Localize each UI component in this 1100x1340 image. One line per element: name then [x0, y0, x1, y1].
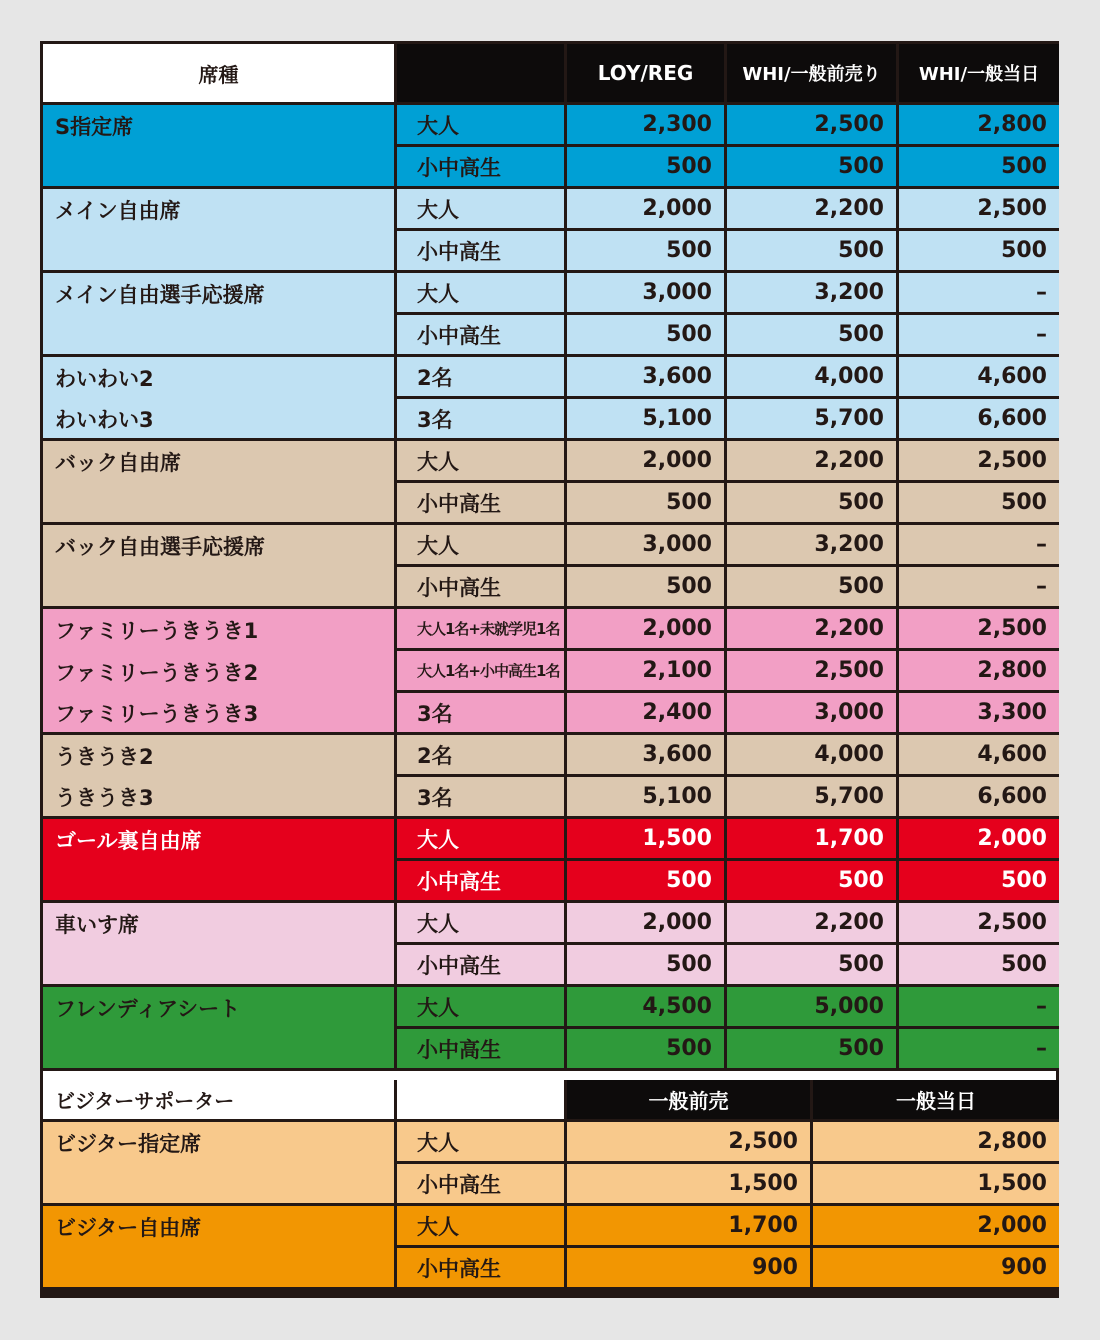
price-loy-reg: 3,600	[567, 735, 724, 774]
category-main-jiyu: メイン自由席	[43, 189, 394, 270]
price-whi-sameday: 2,500	[899, 903, 1059, 942]
ticket-type: 大人	[397, 903, 564, 942]
main-price-table	[43, 44, 1056, 1068]
price-whi-sameday: 4,600	[899, 357, 1059, 396]
price-advance: 1,500	[567, 1164, 810, 1203]
price-whi-sameday: 2,000	[899, 819, 1059, 858]
price-loy-reg: 5,100	[567, 777, 724, 816]
price-loy-reg: 2,300	[567, 105, 724, 144]
category-waiwai2: わいわい2	[43, 357, 394, 399]
price-loy-reg: 2,000	[567, 903, 724, 942]
ticket-type: 小中高生	[397, 567, 564, 606]
price-whi-advance: 500	[727, 231, 896, 270]
price-whi-advance: 5,700	[727, 399, 896, 438]
price-whi-advance: 5,700	[727, 777, 896, 816]
price-whi-sameday: 6,600	[899, 399, 1059, 438]
price-whi-advance: 5,000	[727, 987, 896, 1026]
ticket-type: 3名	[397, 777, 564, 816]
ticket-type: 3名	[397, 693, 564, 732]
ticket-type: 大人	[397, 441, 564, 480]
price-whi-sameday: 500	[899, 861, 1059, 900]
header-whi-advance: WHI/一般前売り	[727, 44, 896, 102]
category-main-ouen: メイン自由選手応援席	[43, 273, 394, 354]
price-sameday: 2,800	[813, 1122, 1059, 1161]
price-whi-sameday: 4,600	[899, 735, 1059, 774]
price-loy-reg: 500	[567, 483, 724, 522]
price-loy-reg: 500	[567, 861, 724, 900]
price-whi-advance: 2,200	[727, 609, 896, 648]
price-whi-advance: 2,500	[727, 651, 896, 690]
category-friendia: フレンディアシート	[43, 987, 394, 1068]
price-loy-reg: 500	[567, 315, 724, 354]
price-whi-sameday: 2,500	[899, 609, 1059, 648]
category-waiwai3: わいわい3	[43, 399, 394, 438]
price-whi-advance: 2,200	[727, 441, 896, 480]
ticket-type: 小中高生	[397, 231, 564, 270]
price-loy-reg: 3,600	[567, 357, 724, 396]
category-wheelchair: 車いす席	[43, 903, 394, 984]
header-whi-sameday: WHI/一般当日	[899, 44, 1059, 102]
price-whi-advance: 500	[727, 945, 896, 984]
price-whi-sameday: –	[899, 273, 1059, 312]
price-whi-sameday: 500	[899, 945, 1059, 984]
price-sameday: 2,000	[813, 1206, 1059, 1245]
price-loy-reg: 2,000	[567, 441, 724, 480]
price-loy-reg: 5,100	[567, 399, 724, 438]
price-whi-advance: 500	[727, 1029, 896, 1068]
category-family1: ファミリーうきうき1	[43, 609, 394, 651]
category-s-shitei: S指定席	[43, 105, 394, 186]
ticket-type: 大人	[397, 987, 564, 1026]
visitor-price-table	[43, 1080, 1056, 1287]
category-back-ouen: バック自由選手応援席	[43, 525, 394, 606]
price-whi-sameday: –	[899, 987, 1059, 1026]
price-advance: 900	[567, 1248, 810, 1287]
price-loy-reg: 2,100	[567, 651, 724, 690]
category-visitor-shitei: ビジター指定席	[43, 1122, 394, 1203]
price-whi-sameday: 500	[899, 483, 1059, 522]
price-loy-reg: 3,000	[567, 525, 724, 564]
ticket-type: 小中高生	[397, 1029, 564, 1068]
price-whi-sameday: 500	[899, 147, 1059, 186]
price-loy-reg: 4,500	[567, 987, 724, 1026]
category-family2: ファミリーうきうき2	[43, 651, 394, 693]
price-loy-reg: 2,000	[567, 189, 724, 228]
price-loy-reg: 500	[567, 1029, 724, 1068]
visitor-header-blank	[397, 1080, 564, 1119]
ticket-type: 大人1名+小中高生1名	[397, 651, 564, 690]
ticket-type: 小中高生	[397, 861, 564, 900]
price-loy-reg: 500	[567, 147, 724, 186]
ticket-type: 2名	[397, 735, 564, 774]
price-whi-sameday: 2,800	[899, 651, 1059, 690]
price-loy-reg: 500	[567, 567, 724, 606]
visitor-header-sameday: 一般当日	[813, 1080, 1059, 1119]
ticket-type: 小中高生	[397, 1164, 564, 1203]
price-whi-sameday: –	[899, 567, 1059, 606]
price-whi-advance: 4,000	[727, 735, 896, 774]
price-whi-advance: 500	[727, 147, 896, 186]
price-loy-reg: 2,400	[567, 693, 724, 732]
ticket-type: 小中高生	[397, 1248, 564, 1287]
price-whi-sameday: –	[899, 525, 1059, 564]
price-whi-advance: 2,200	[727, 903, 896, 942]
price-loy-reg: 2,000	[567, 609, 724, 648]
price-whi-advance: 500	[727, 567, 896, 606]
price-loy-reg: 3,000	[567, 273, 724, 312]
price-whi-sameday: 500	[899, 231, 1059, 270]
price-whi-advance: 1,700	[727, 819, 896, 858]
ticket-type: 3名	[397, 399, 564, 438]
price-whi-sameday: –	[899, 315, 1059, 354]
category-ukiuki2: うきうき2	[43, 735, 394, 777]
price-whi-advance: 3,000	[727, 693, 896, 732]
price-whi-advance: 500	[727, 483, 896, 522]
price-whi-sameday: 2,800	[899, 105, 1059, 144]
price-whi-advance: 3,200	[727, 273, 896, 312]
price-table-frame	[40, 41, 1059, 1298]
ticket-type: 大人	[397, 105, 564, 144]
price-whi-advance: 2,500	[727, 105, 896, 144]
ticket-type: 小中高生	[397, 315, 564, 354]
price-whi-advance: 2,200	[727, 189, 896, 228]
price-sameday: 900	[813, 1248, 1059, 1287]
category-family3: ファミリーうきうき3	[43, 693, 394, 732]
ticket-type: 小中高生	[397, 945, 564, 984]
ticket-type: 小中高生	[397, 483, 564, 522]
header-loy-reg: LOY/REG	[567, 44, 724, 102]
price-whi-sameday: 2,500	[899, 441, 1059, 480]
ticket-type: 小中高生	[397, 147, 564, 186]
price-loy-reg: 500	[567, 945, 724, 984]
category-visitor-jiyu: ビジター自由席	[43, 1206, 394, 1287]
category-goal-jiyu: ゴール裏自由席	[43, 819, 394, 900]
ticket-type: 大人	[397, 1122, 564, 1161]
category-back-jiyu: バック自由席	[43, 441, 394, 522]
price-whi-sameday: 6,600	[899, 777, 1059, 816]
price-whi-sameday: –	[899, 1029, 1059, 1068]
price-whi-advance: 500	[727, 315, 896, 354]
price-whi-advance: 3,200	[727, 525, 896, 564]
ticket-type: 大人	[397, 273, 564, 312]
price-whi-sameday: 3,300	[899, 693, 1059, 732]
price-loy-reg: 1,500	[567, 819, 724, 858]
ticket-type: 大人	[397, 525, 564, 564]
price-advance: 1,700	[567, 1206, 810, 1245]
section-separator	[43, 1071, 1056, 1080]
header-seat-type: 席種	[43, 44, 394, 102]
price-loy-reg: 500	[567, 231, 724, 270]
header-ticket-type	[397, 44, 564, 102]
ticket-type: 大人	[397, 819, 564, 858]
price-advance: 2,500	[567, 1122, 810, 1161]
price-sameday: 1,500	[813, 1164, 1059, 1203]
visitor-header-advance: 一般前売	[567, 1080, 810, 1119]
price-whi-advance: 4,000	[727, 357, 896, 396]
category-ukiuki3: うきうき3	[43, 777, 394, 816]
visitor-header-title: ビジターサポーター	[43, 1080, 394, 1119]
price-whi-advance: 500	[727, 861, 896, 900]
ticket-type: 大人1名+未就学児1名	[397, 609, 564, 648]
ticket-type: 大人	[397, 1206, 564, 1245]
price-whi-sameday: 2,500	[899, 189, 1059, 228]
ticket-type: 大人	[397, 189, 564, 228]
ticket-type: 2名	[397, 357, 564, 396]
